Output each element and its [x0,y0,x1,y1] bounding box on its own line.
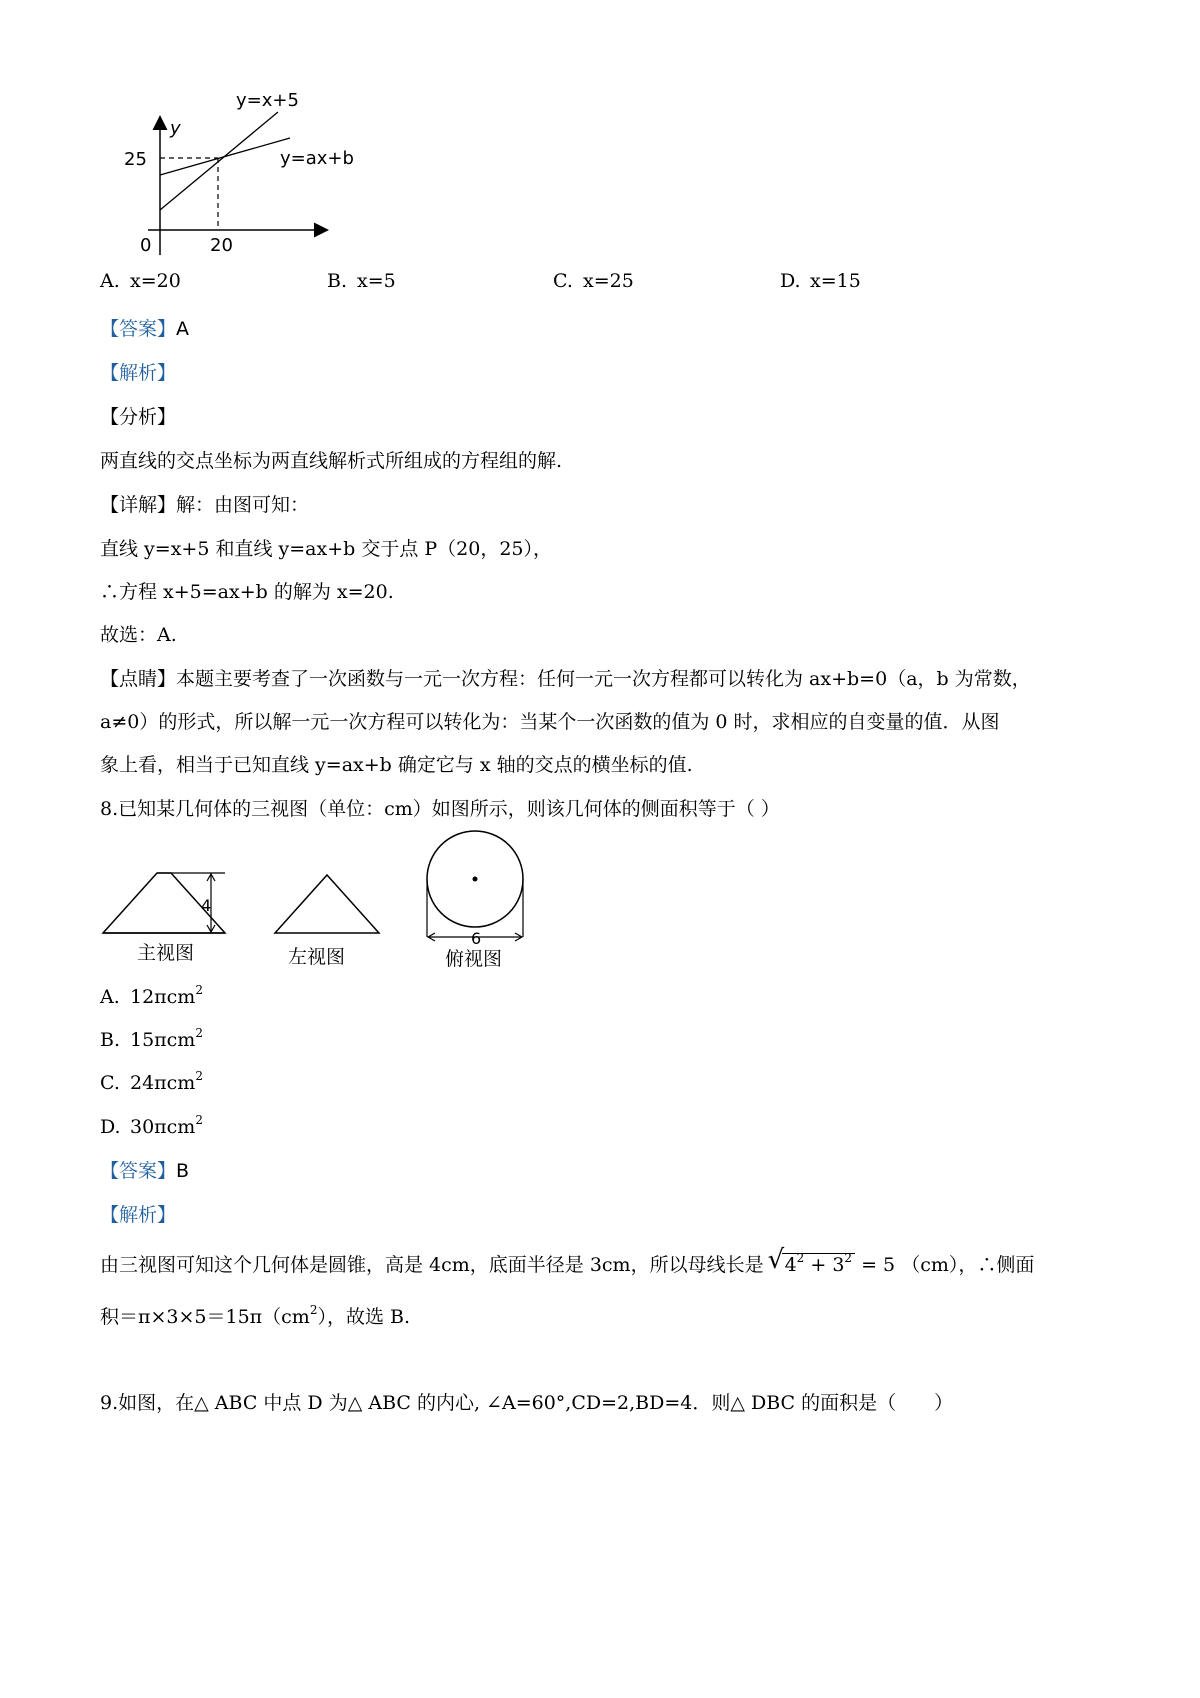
xiangjie-tag: 【详解】 [100,494,177,516]
option-text: 24πcm [130,1072,196,1094]
option-sup: 2 [195,1026,203,1040]
three-views-figure [95,825,545,975]
q8-explain-line2 [100,1302,410,1329]
option-letter: C. [100,1072,120,1094]
q7-line2: ∴方程 x+5=ax+b 的解为 x=20. [100,581,394,603]
option-text: 15πcm [130,1029,196,1051]
option-text: x=25 [583,270,634,292]
q7-dianjing-3: 象上看，相当于已知直线 y=ax+b 确定它与 x 轴的交点的横坐标的值. [100,754,693,776]
front-view [103,873,225,964]
q7-line1: 直线 y=x+5 和直线 y=ax+b 交于点 P（20，25）， [100,538,552,560]
option-letter: D. [780,270,801,292]
q8-analysis-tag: 【解析】 [100,1204,177,1226]
q8-option-c [100,1069,203,1094]
q9-question: 9.如图，在△ ABC 中点 D 为△ ABC 的内心, ∠A=60°,CD=2,BD=4．则△ DBC 的面积是（ ） [100,1392,954,1414]
y-axis-label: y [170,118,181,139]
top-view [427,831,523,970]
front-view-label: 主视图 [137,942,195,964]
width-label: 6 [471,929,482,948]
option-letter: A. [100,270,120,292]
tick-x-20: 20 [210,235,233,256]
xiangjie-text: 解：由图可知： [176,494,310,516]
option-text: x=5 [357,270,396,292]
q7-option-c [553,270,634,292]
sqrt-base-a: 4 [784,1254,797,1276]
option-letter: D. [100,1116,121,1138]
option-text: 12πcm [130,986,196,1008]
line2-label: y=ax+b [280,148,354,169]
option-sup: 2 [195,1113,203,1127]
q7-option-d [780,270,861,292]
explain-text-2b: ），故选 B. [317,1306,411,1328]
q8-answer [100,1156,189,1183]
q7-option-a [100,270,181,292]
explain-text-2a: 积＝π×3×5＝15π（cm [100,1306,310,1328]
dianjing-text: 本题主要考查了一次函数与一元一次方程：任何一元一次方程都可以转化为 ax+b=0（a，b 为常数， [176,668,1031,690]
q8-question: 8.已知某几何体的三视图（单位：cm）如图所示，则该几何体的侧面积等于（ ） [100,798,780,820]
option-letter: B. [327,270,348,292]
option-text: x=20 [130,270,181,292]
q8-option-b [100,1026,203,1051]
option-sup: 2 [195,1069,203,1083]
option-letter: A. [100,986,120,1008]
q7-line3: 故选：A. [100,624,177,646]
q7-fenxi-text: 两直线的交点坐标为两直线解析式所组成的方程组的解. [100,450,563,472]
q7-analysis-tag: 【解析】 [100,362,177,384]
dianjing-tag: 【点睛】 [100,668,177,690]
q8-explain-line1 [100,1245,1035,1277]
explain-text-a: 由三视图可知这个几何体是圆锥，高是 4cm，底面半径是 3cm，所以母线长是 [100,1254,764,1276]
q8-option-d [100,1113,203,1138]
line-y-ax-plus-b [160,138,290,175]
explain-text-b: （cm），∴侧面 [901,1254,1035,1276]
option-text: 30πcm [130,1116,196,1138]
sqrt-base-b: 3 [832,1254,845,1276]
top-view-label: 俯视图 [445,948,503,970]
answer-value: B [176,1160,190,1182]
side-view-label: 左视图 [288,946,346,968]
sqrt-exp-b: 2 [844,1251,853,1265]
answer-tag: 【答案】 [100,1160,177,1182]
explain-sup: 2 [309,1303,318,1317]
sqrt-expression: √ $4^2 + 3^2$ [768,1251,855,1276]
q7-xiangjie [100,490,309,517]
q7-answer [100,314,189,341]
side-view [275,875,379,968]
q8-option-a [100,983,203,1008]
linear-graph [118,90,358,280]
q7-dianjing-2: a≠0）的形式，所以解一元一次方程可以转化为：当某个一次函数的值为 0 时，求相应的自变量的值．从图 [100,711,1000,733]
option-letter: C. [553,270,573,292]
option-text: x=15 [810,270,861,292]
sqrt-radical-icon: √ [767,1245,785,1275]
origin-label: 0 [140,235,152,256]
tick-y-25: 25 [124,149,147,170]
q7-option-b [327,270,396,292]
sqrt-exp-a: 2 [796,1251,805,1265]
q7-fenxi-tag: 【分析】 [100,406,177,428]
answer-value: A [176,318,190,340]
height-label: 4 [201,896,212,915]
option-sup: 2 [195,983,203,997]
answer-tag: 【答案】 [100,318,177,340]
line1-label: y=x+5 [236,90,299,111]
q7-dianjing-1 [100,664,1031,691]
sqrt-result: = 5 [861,1254,896,1276]
option-letter: B. [100,1029,121,1051]
